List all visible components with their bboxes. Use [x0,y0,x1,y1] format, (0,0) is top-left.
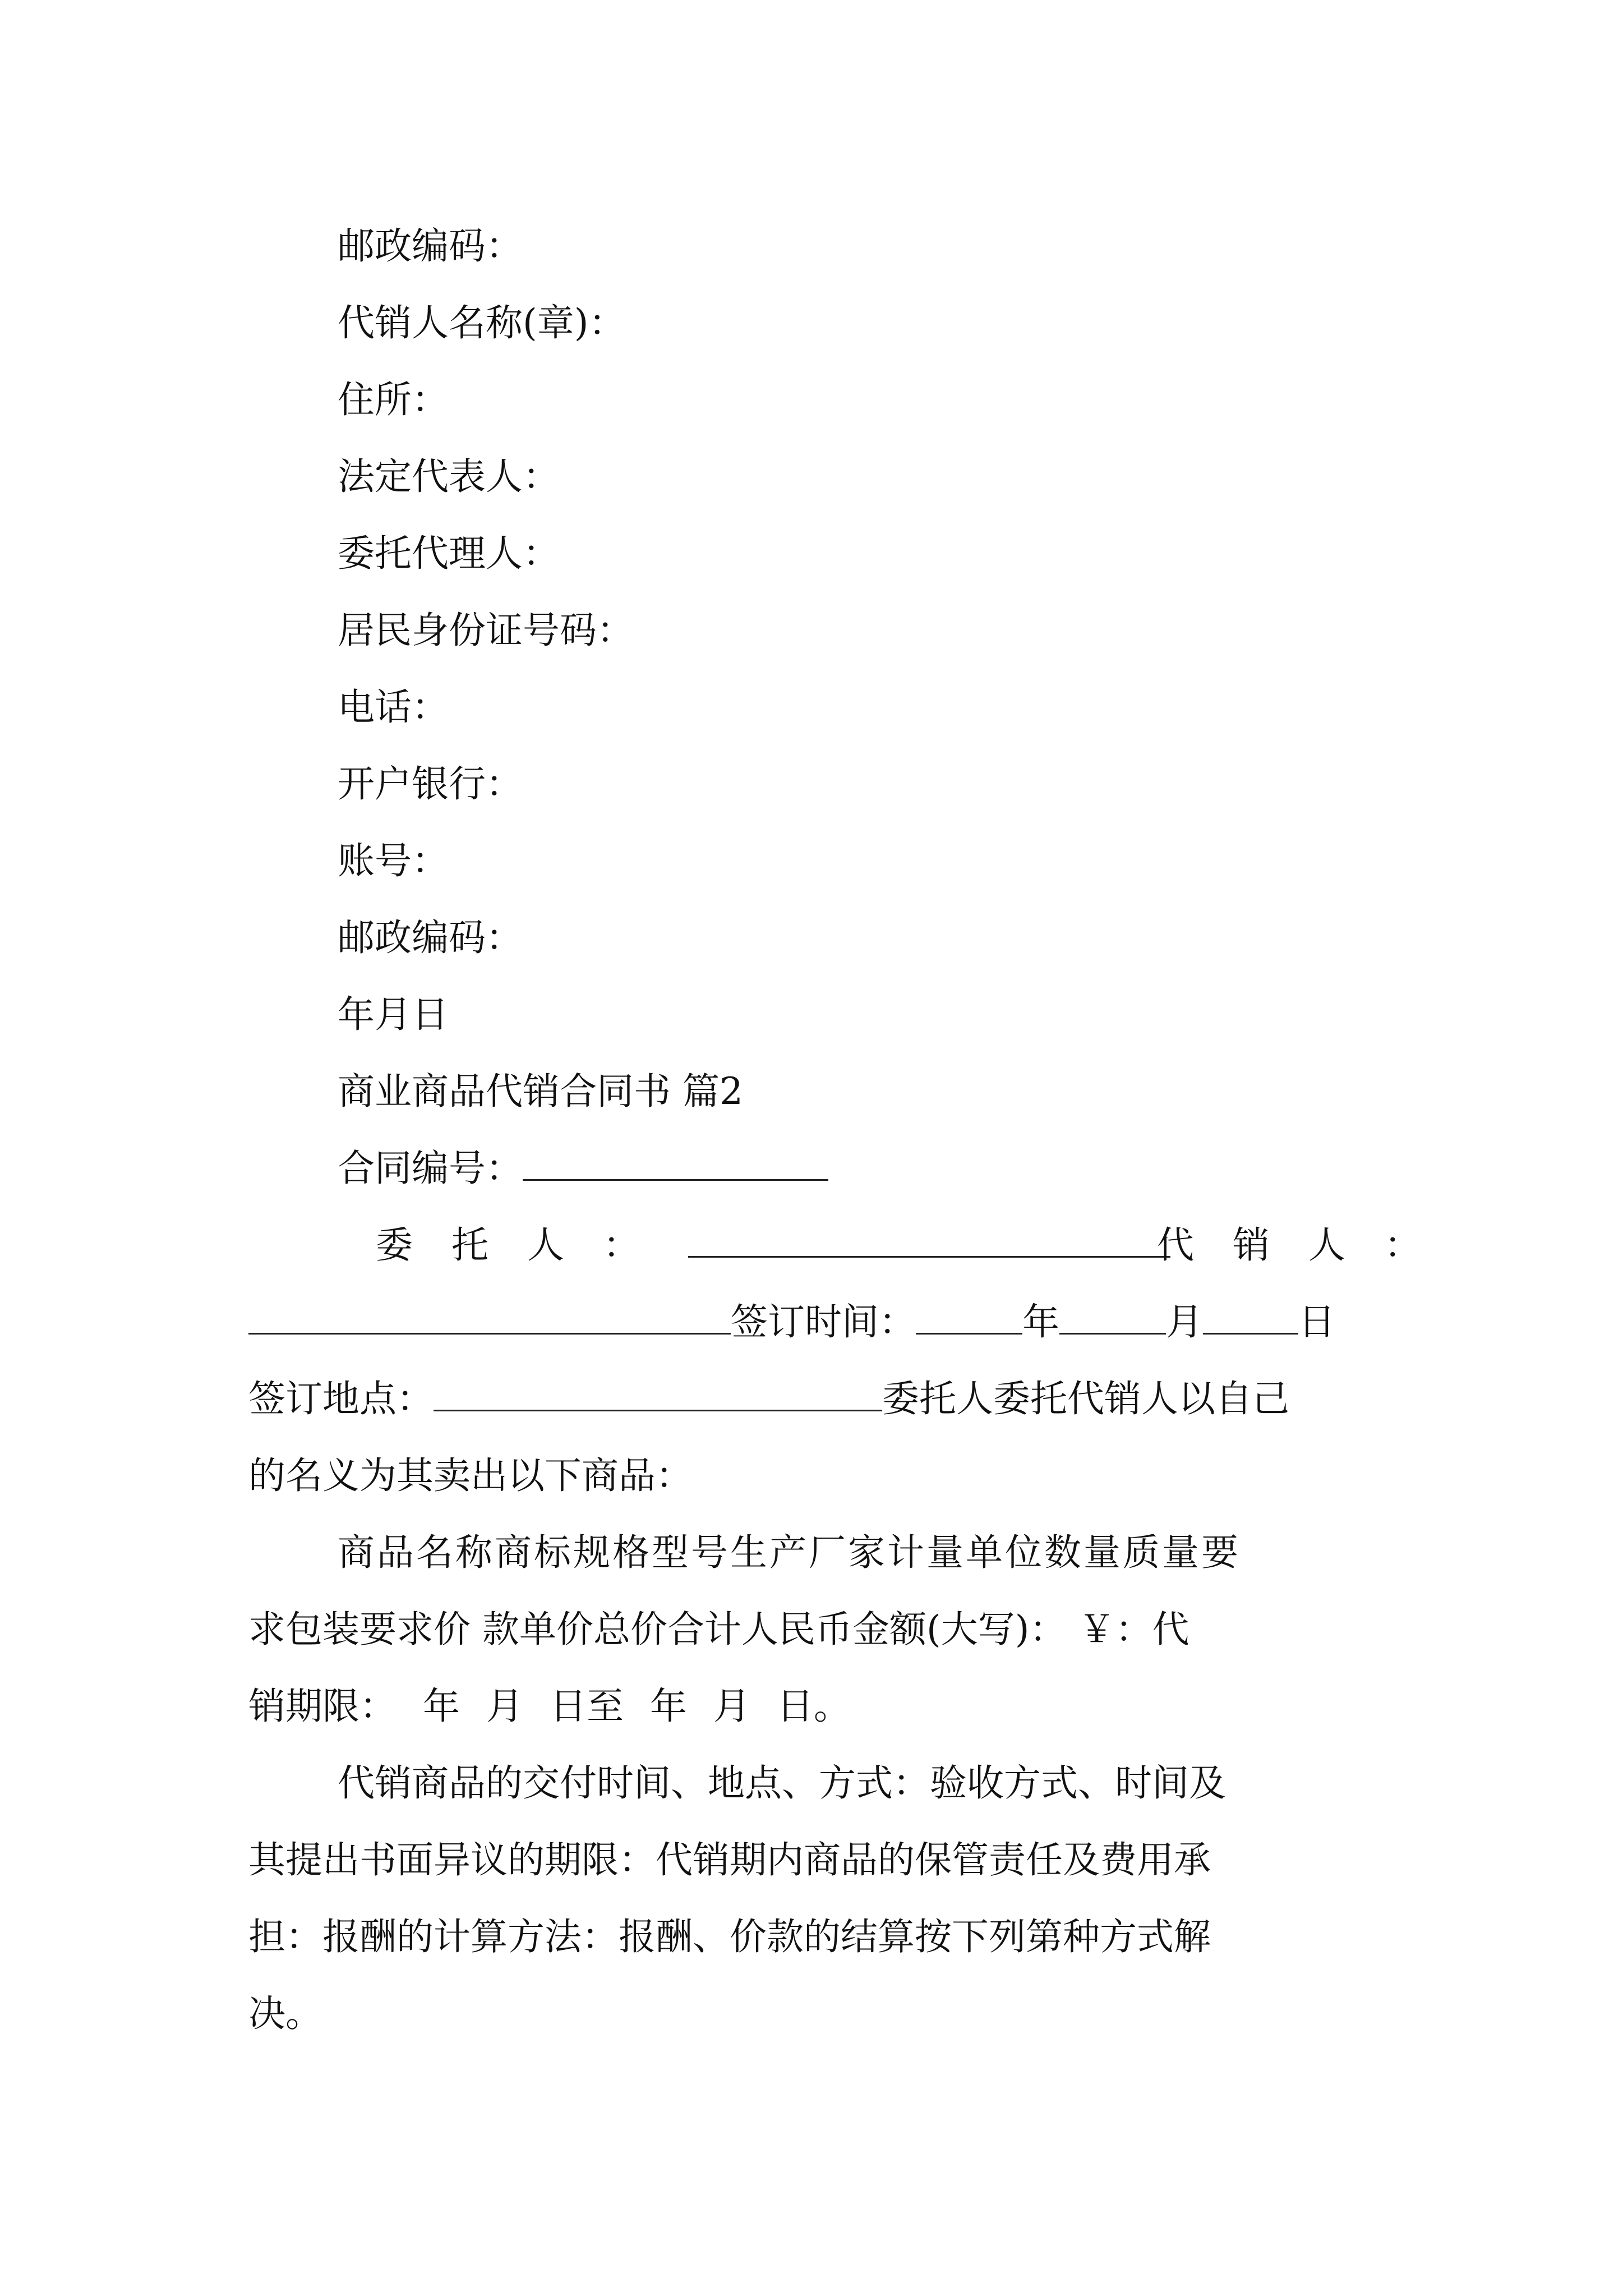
id-number-field: 居民身份证号码： [338,609,634,652]
month-blank [1059,1300,1166,1335]
year-blank [916,1300,1022,1335]
sign-place-blank [434,1377,882,1411]
date-field: 年月日 [338,993,449,1036]
para3-line2: 其提出书面异议的期限：代销期内商品的保管责任及费用承 [248,1838,1211,1881]
day-label: 日 [1298,1300,1335,1343]
sign-place-line [248,1360,1289,1437]
section-title: 商业商品代销合同书 篇2 [338,1070,743,1113]
para3-line4: 决。 [248,1992,322,2035]
entrusted-agent-field: 委托代理人： [338,532,560,575]
postal-code-field-2: 邮政编码： [338,916,523,959]
para2-line1: 商品名称商标规格型号生产厂家计量单位数量质量要 [338,1531,1241,1574]
para3-line3: 担：报酬的计算方法：报酬、价款的结算按下列第种方式解 [248,1915,1211,1958]
principal-line [376,1207,1170,1283]
contract-number-label: 合同编号： [338,1147,523,1190]
year-label: 年 [1022,1300,1059,1343]
address-field: 住所： [338,378,449,421]
principal-blank [688,1223,1170,1258]
postal-code-field: 邮政编码： [338,224,523,268]
para2-line2: 求包装要求价 款单价总价合计人民币金额(大写)： ￥：代 [248,1608,1189,1651]
principal-label: 委 托 人 ： [376,1223,653,1267]
agent-name-field: 代销人名称(章)： [338,301,626,344]
bank-field: 开户银行： [338,762,523,806]
para2-line3: 销期限： 年 月 日至 年 月 日。 [248,1685,851,1728]
sign-time-line [248,1283,1335,1360]
agent-blank [248,1300,731,1335]
phone-field: 电话： [338,685,449,729]
day-blank [1203,1300,1298,1335]
para1-tail: 委托人委托代销人以自己 [882,1377,1289,1420]
para1-line2: 的名义为其卖出以下商品： [248,1454,693,1497]
sign-place-label: 签订地点： [248,1377,434,1420]
contract-number-line [338,1130,828,1207]
account-field: 账号： [338,839,449,882]
contract-number-blank [523,1147,828,1181]
agent-label: 代 销 人 ： [1157,1223,1435,1267]
para3-line1: 代销商品的交付时间、地点、方式：验收方式、时间及 [338,1761,1226,1805]
legal-rep-field: 法定代表人： [338,455,560,498]
sign-time-label: 签订时间： [731,1300,916,1343]
month-label: 月 [1166,1300,1203,1343]
